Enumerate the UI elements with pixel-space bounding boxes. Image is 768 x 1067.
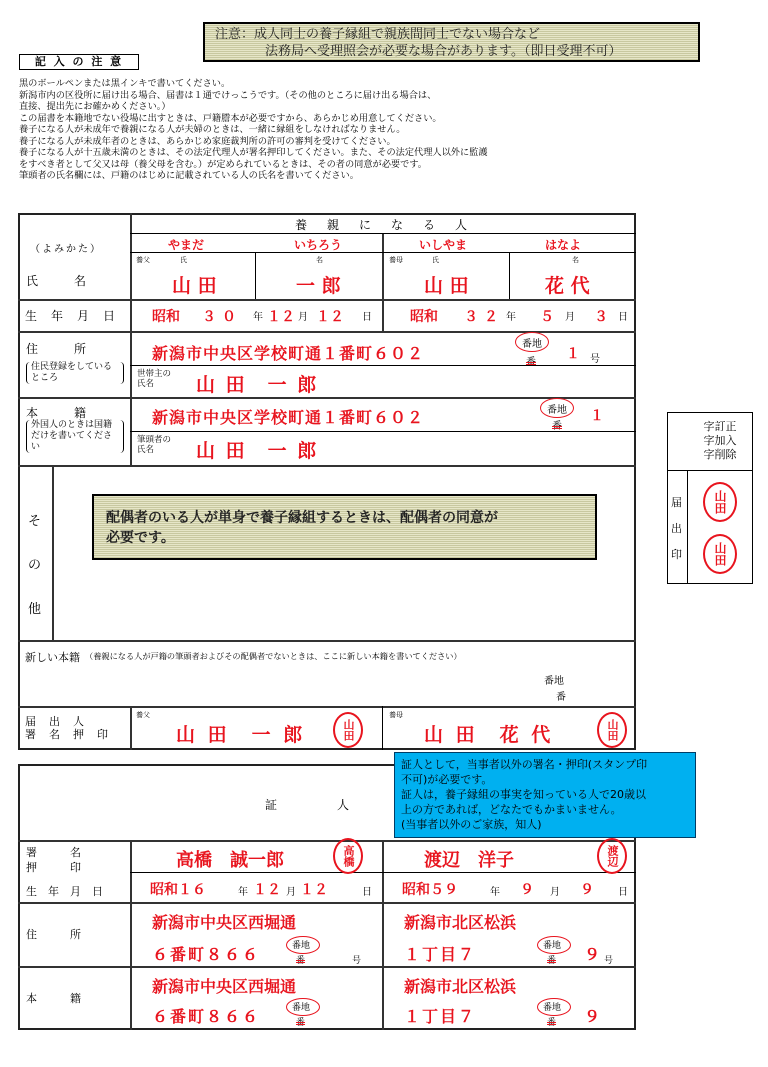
go-label: 号: [604, 956, 614, 966]
banchi-label: 番地: [544, 676, 564, 687]
consent-line2: 必要です。: [106, 530, 175, 546]
witness2-addr2[interactable]: １丁目７: [404, 945, 477, 964]
householder-name[interactable]: 山 田 一 郎: [196, 374, 319, 396]
mei-tag: 名: [572, 256, 579, 264]
ban-label: 番: [547, 956, 557, 966]
banchi-label: 番地: [543, 941, 562, 951]
warning-banner: [203, 22, 700, 62]
side-stamp-1: 山田: [703, 482, 737, 522]
mother-month[interactable]: ５: [540, 309, 554, 325]
note-line: 新潟市内の区役所に届け出る場合、届書は１通でけっこうです。（その他のところに届け出る場合は、: [19, 89, 437, 101]
go-label: 号: [590, 354, 600, 365]
witness-sign-label: [26, 845, 81, 875]
ban-label: 番: [526, 357, 536, 368]
correction-line: 字加入: [703, 434, 737, 447]
mei-tag: 名: [316, 256, 323, 264]
other-label: [28, 500, 41, 632]
witness2-name[interactable]: 渡辺 洋子: [424, 850, 514, 871]
mother-signature-stamp: 山田: [597, 712, 627, 748]
tooltip-line: 証人は，養子縁組の事実を知っている人で20歳以: [401, 788, 646, 801]
yobo-tag: 養母: [389, 711, 403, 719]
notes-list: [19, 78, 659, 182]
shi-tag: 氏: [432, 256, 439, 264]
note-line: 黒のボールペンまたは黒インキで書いてください。: [19, 78, 231, 89]
yofu-tag: 養父: [136, 711, 150, 719]
consent-note: [92, 494, 597, 560]
nen-label: 年: [490, 887, 500, 898]
new-honseki-label: 新しい本籍: [25, 651, 80, 664]
witness2-day[interactable]: ９: [580, 882, 594, 898]
witness2-era[interactable]: 昭和５９: [402, 882, 458, 898]
father-sei[interactable]: 山 田: [172, 275, 217, 297]
go-label: 号: [352, 956, 362, 966]
mother-mei[interactable]: 花 代: [545, 275, 590, 297]
witness1-honseki2[interactable]: ６番町８６６: [152, 1007, 261, 1026]
hi-label: 日: [362, 887, 372, 898]
correction-header: [690, 420, 750, 462]
hi-label: 日: [362, 312, 372, 323]
correction-line: 字削除: [703, 448, 737, 461]
notes-title: 記 入 の 注 意: [19, 54, 139, 70]
address-label: 住 所: [26, 342, 87, 356]
note-line: この届書を本籍地でない役場に出すときは、戸籍謄本が必要ですから、あらかじめ用意してください。: [19, 112, 442, 124]
adoptive-parent-header: 養 親 に な る 人: [294, 218, 471, 232]
sign-label-line: 押 印: [26, 861, 81, 874]
yobo-tag: 養母: [389, 256, 403, 264]
witness-title: 証 人: [265, 798, 350, 812]
witness2-addr-num[interactable]: ９: [584, 945, 601, 964]
banchi-label: 番地: [522, 339, 542, 350]
todoke-char: 出: [671, 522, 682, 535]
note-line: 養子になる人が十五歳未満のときは、その法定代理人が署名押印してください。また、その法定代理人以外に監護: [19, 147, 488, 158]
witness2-addr1[interactable]: 新潟市北区松浜: [404, 913, 517, 932]
warning-line1: 注意：成人同士の養子縁組で親族間同士でない場合など: [215, 27, 541, 42]
father-signature-stamp: 山田: [333, 712, 363, 748]
ban-label: 番: [296, 1018, 306, 1028]
father-signature[interactable]: 山 田 一 郎: [176, 724, 306, 746]
witness1-name[interactable]: 高橋 誠一郎: [176, 850, 284, 871]
mother-signature[interactable]: 山 田 花 代: [424, 724, 554, 746]
witness2-stamp: 渡辺: [597, 838, 627, 874]
tsuki-label: 月: [565, 312, 575, 323]
note-line: 養子になる人が未成年者のときは、あらかじめ家庭裁判所の許可の審判を受けてください。: [19, 135, 396, 147]
nen-label: 年: [253, 312, 263, 323]
mother-year[interactable]: ３２: [464, 309, 504, 325]
honseki-text[interactable]: 新潟市中央区学校町通１番町６０２: [152, 408, 425, 427]
warning-line2: 法務局へ受理照会が必要な場合があります。（即日受理不可）: [265, 44, 622, 59]
father-mei[interactable]: 一 郎: [296, 275, 341, 297]
father-month[interactable]: １２: [267, 309, 295, 325]
witness-tooltip: [394, 752, 696, 838]
mother-day[interactable]: ３: [594, 309, 608, 325]
hi-label: 日: [618, 312, 628, 323]
banchi-label: 番地: [292, 1003, 311, 1013]
consent-line1: 配偶者のいる人が単身で養子縁組するときは、配偶者の同意が: [106, 510, 498, 526]
witness1-day[interactable]: １２: [300, 882, 328, 898]
witness1-addr2[interactable]: ６番町８６６: [152, 945, 261, 964]
yomikata-label: （よみかた）: [30, 244, 102, 255]
father-yomi-sei[interactable]: やまだ: [168, 238, 205, 252]
other-char: 他: [28, 602, 42, 617]
witness-honseki-label: 本 籍: [26, 992, 81, 1005]
witness1-addr1[interactable]: 新潟市中央区西堀通: [152, 913, 297, 932]
setainushi-label: 世帯主の氏名: [137, 369, 172, 389]
address-text[interactable]: 新潟市中央区学校町通１番町６０２: [152, 344, 425, 363]
banchi-label: 番地: [292, 941, 311, 951]
mother-sei[interactable]: 山 田: [424, 275, 469, 297]
witness2-honseki2[interactable]: １丁目７: [404, 1007, 477, 1026]
witness-addr-label: 住 所: [26, 928, 81, 941]
tsuki-label: 月: [286, 887, 296, 898]
todokede-label: 届 出 人 署 名 押 印: [25, 715, 109, 741]
witness1-stamp: 高橋: [333, 838, 363, 874]
note-line: 筆頭者の氏名欄には、戸籍のはじめに記載されている人の氏名を書いてください。: [19, 170, 359, 181]
witness2-month[interactable]: ９: [520, 882, 534, 898]
mother-yomi-mei[interactable]: はなよ: [545, 238, 582, 252]
ban-label: 番: [556, 692, 566, 703]
side-stamp-2: 山田: [703, 534, 737, 574]
yofu-tag: 養父: [136, 256, 150, 264]
sign-label-line: 署 名: [26, 846, 81, 859]
mother-yomi-sei[interactable]: いしやま: [419, 238, 468, 252]
father-year[interactable]: ３０: [202, 309, 242, 325]
todoke-char: 印: [671, 548, 682, 561]
shimei-label: 氏 名: [26, 274, 87, 288]
shi-tag: 氏: [180, 256, 187, 264]
honseki-num[interactable]: １: [590, 408, 604, 424]
note-line: 養子になる人が未成年で養親になる人が夫婦のときは、一緒に縁組をしなければなりません。: [19, 124, 406, 135]
address-note: 住民登録をしているところ: [26, 362, 124, 384]
banchi-label: 番地: [543, 1003, 562, 1013]
tsuki-label: 月: [550, 887, 560, 898]
tooltip-line: (当事者以外のご家族，知人): [401, 818, 542, 831]
ban-label: 番: [547, 1018, 557, 1028]
father-era[interactable]: 昭和: [152, 309, 180, 325]
tooltip-line: 上の方であれば，どなたでもかまいません。: [401, 803, 622, 816]
nen-label: 年: [238, 887, 248, 898]
hittousha-label: 筆頭者の氏名: [137, 435, 172, 455]
banchi-label: 番地: [547, 405, 567, 416]
father-yomi-mei[interactable]: いちろう: [294, 238, 343, 252]
note-line: 直接、提出先にお確かめください。）: [19, 101, 171, 112]
head-name[interactable]: 山 田 一 郎: [196, 440, 319, 462]
honseki-label: 本 籍: [26, 406, 87, 420]
mother-era[interactable]: 昭和: [410, 309, 438, 325]
todoke-char: 届: [671, 496, 682, 509]
tooltip-line: 不可)が必要です。: [401, 773, 493, 786]
ban-label: 番: [296, 956, 306, 966]
other-char: の: [28, 558, 42, 573]
note-line: をすべき者として父又は母（養父母を含む。）が定められているときは、その者の同意が必要です。: [19, 158, 427, 170]
witness2-honseki1[interactable]: 新潟市北区松浜: [404, 977, 517, 996]
hi-label: 日: [618, 887, 628, 898]
ban-label: 番: [552, 421, 562, 432]
witness-birth-label: 生 年 月 日: [26, 885, 103, 898]
witness1-era[interactable]: 昭和１６: [150, 882, 206, 898]
nen-label: 年: [506, 312, 516, 323]
father-day[interactable]: １２: [316, 309, 344, 325]
new-honseki-note: （養親になる人が戸籍の筆頭者およびその配偶者でないときは、ここに新しい本籍を書いてください）: [85, 651, 462, 661]
tsuki-label: 月: [298, 312, 308, 323]
honseki-note: 外国人のときは国籍だけを書いてください: [26, 420, 124, 453]
birth-label: 生 年 月 日: [25, 309, 117, 323]
other-char: そ: [28, 514, 42, 529]
witness2-honseki-num[interactable]: ９: [584, 1007, 601, 1026]
address-num[interactable]: １: [566, 346, 580, 362]
todoke-in-label: [671, 490, 682, 568]
witness1-honseki1[interactable]: 新潟市中央区西堀通: [152, 977, 297, 996]
tooltip-line: 証人として，当事者以外の署名・押印(スタンプ印: [401, 758, 648, 771]
correction-line: 字訂正: [703, 420, 737, 433]
witness1-month[interactable]: １２: [253, 882, 281, 898]
